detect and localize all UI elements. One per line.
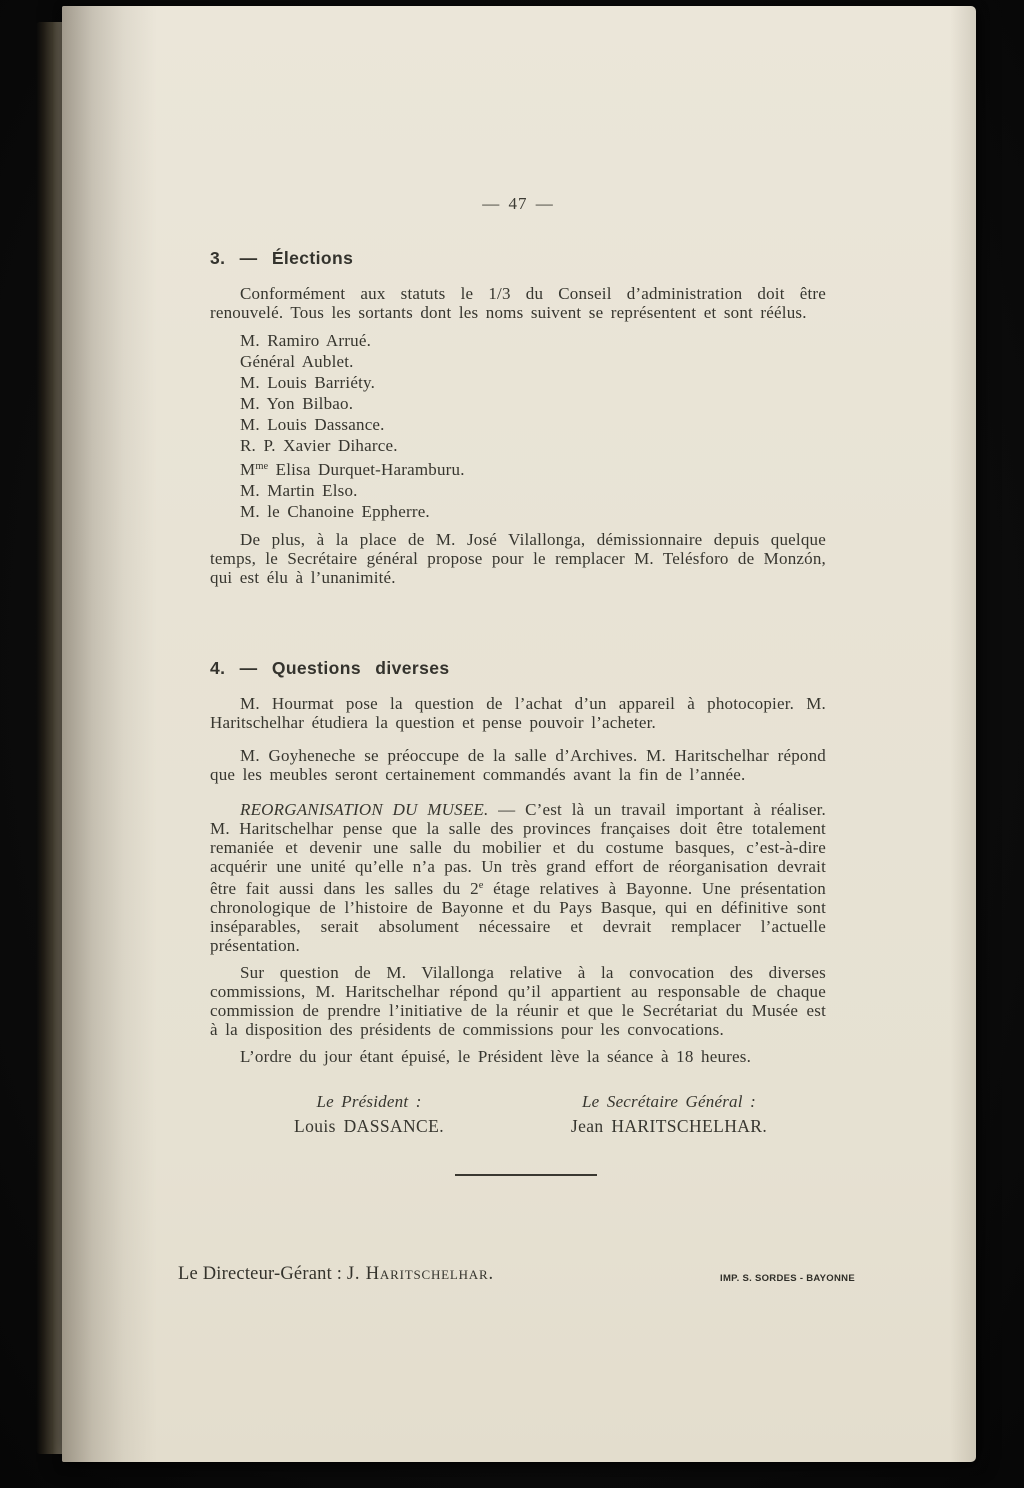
signature-name: Jean HARITSCHELHAR. [570, 1116, 768, 1136]
section-4-paragraph-1: M. Hourmat pose la question de l’achat d’un appareil à photocopier. M. Haritschelhar étudiera la question et pense pouvoir l’acheter. [210, 694, 826, 732]
ordinal-superscript: e [478, 880, 484, 891]
paragraph-body-b: étage relatives à Bayonne. Une présentation chronologique de l’histoire de Bayonne et du Pays Basque, qui en définitive sont inséparables, serait absolument nécessaire et devrait remplacer l’actuelle présentation. [210, 879, 826, 955]
list-item: M. Martin Elso. [240, 481, 358, 500]
spine-shadow [62, 6, 157, 1462]
list-item: M. Yon Bilbao. [240, 394, 354, 413]
list-item: M. Ramiro Arrué. [240, 331, 372, 350]
printer-mark: IMP. S. SORDES - BAYONNE [720, 1273, 855, 1284]
page-number: — 47 — [482, 194, 554, 213]
director-label: Le Directeur-Gérant : [178, 1264, 347, 1284]
signature-secretary [554, 1092, 784, 1136]
name-rest: Elisa Durquet-Haramburu. [268, 460, 465, 479]
signature-name: Louis DASSANCE. [294, 1116, 444, 1136]
page-footer [62, 1264, 976, 1304]
section-3-paragraph-1: Conformément aux statuts le 1/3 du Conseil d’administration doit être renouvelé. Tous les sortants dont les noms suivent se représentent et sont réélus. [210, 284, 826, 322]
signature-divider [455, 1174, 597, 1176]
name-prefix: M [240, 460, 256, 479]
section-4-paragraph-3 [210, 800, 826, 955]
elected-names-list [210, 330, 826, 522]
document-page [62, 6, 976, 1462]
section-4-heading: 4. — Questions diverses [210, 658, 450, 678]
text-column [210, 6, 826, 1176]
list-item: M. Louis Dassance. [240, 415, 385, 434]
section-4-paragraph-5: L’ordre du jour étant épuisé, le Président lève la séance à 18 heures. [240, 1047, 752, 1066]
right-edge-shadow [950, 6, 976, 1462]
section-3-heading: 3. — Élections [210, 248, 354, 268]
paragraph-lead-italic: REORGANISATION DU MUSEE. [240, 800, 489, 819]
list-item: M. le Chanoine Eppherre. [240, 502, 430, 521]
section-3-paragraph-2: De plus, à la place de M. José Vilallonga, démissionnaire depuis quelque temps, le Secrétaire général propose pour le remplacer M. Telésforo de Monzón, qui est élu à l’unanimité. [210, 530, 826, 587]
list-item: Général Aublet. [240, 352, 354, 371]
signature-title: Le Secrétaire Général : [582, 1092, 756, 1111]
section-4-paragraph-4: Sur question de M. Vilallonga relative à la convocation des diverses commissions, M. Haritschelhar répond qu’il appartient au responsable de chaque commission de prendre l’initiative de la réunir et que le Secrétariat du Musée est à la disposition des présidents de commissions pour les convocations. [210, 963, 826, 1039]
director-name: J. Haritschelhar. [346, 1264, 494, 1284]
name-superscript: me [255, 461, 269, 472]
signature-block [210, 1092, 826, 1136]
signature-president [254, 1092, 484, 1136]
list-item: M. Louis Barriéty. [240, 373, 376, 392]
section-4-paragraph-2: M. Goyheneche se préoccupe de la salle d’Archives. M. Haritschelhar répond que les meubles seront certainement commandés avant la fin de l’année. [210, 746, 826, 784]
list-item [210, 456, 826, 480]
director-line [178, 1264, 494, 1285]
list-item: R. P. Xavier Diharce. [240, 436, 398, 455]
signature-title: Le Président : [316, 1092, 422, 1111]
paragraph-body-a: — C’est là un travail important à réaliser. M. Haritschelhar pense que la salle des provinces françaises doit être totalement remaniée et devenir une salle du mobilier et du costume basques, c’est-à-dire acquérir une unité qu’elle n’a pas. Un très grand effort de réorganisation devrait être fait aussi dans les salles du 2 [210, 800, 826, 898]
